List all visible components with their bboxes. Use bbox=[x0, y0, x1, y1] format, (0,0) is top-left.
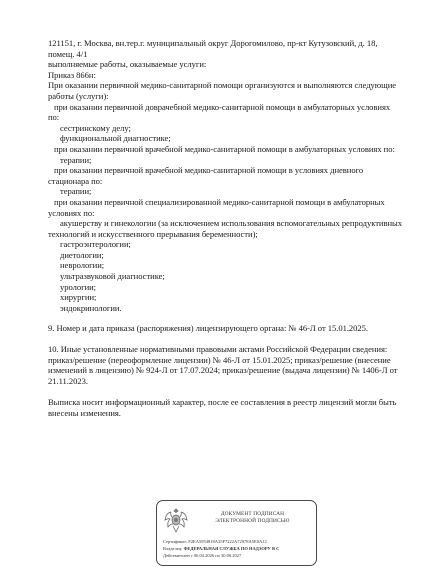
service-item: функциональной диагностике; bbox=[60, 133, 171, 144]
certificate-line bbox=[163, 539, 267, 545]
certificate-label: Сертификат: bbox=[163, 539, 188, 544]
service-item: неврологии; bbox=[60, 260, 105, 271]
service-item: диетологии; bbox=[60, 249, 104, 260]
service-category: при оказании первичной специализированной медико-санитарной помощи в амбулаторных bbox=[54, 196, 385, 207]
service-item: хирургии; bbox=[60, 292, 97, 303]
service-category: при оказании первичной врачебной медико-санитарной помощи в условиях дневного bbox=[54, 165, 364, 176]
service-item: терапии; bbox=[60, 186, 92, 197]
section-10-heading: 10. Иные установленные нормативными правовыми актами Российской Федерации сведения: bbox=[48, 344, 388, 355]
owner-line bbox=[163, 546, 279, 552]
service-item: эндокринологии. bbox=[60, 302, 122, 313]
document-body bbox=[48, 38, 402, 419]
service-item: терапии; bbox=[60, 154, 92, 165]
order-reference: Приказ 866н: bbox=[48, 69, 96, 80]
service-category: условиях по: bbox=[48, 207, 95, 218]
russian-coat-of-arms-icon bbox=[163, 506, 189, 536]
owner-value: ФЕДЕРАЛЬНАЯ СЛУЖБА ПО НАДЗОРУ В С bbox=[183, 546, 280, 551]
service-item: ультразвуковой диагностике; bbox=[60, 271, 165, 282]
address-line: 121151, г. Москва, вн.тер.г. муниципальный округ Дорогомилово, пр-кт Кутузовский, д. 18, bbox=[48, 38, 378, 48]
service-category: по: bbox=[48, 112, 60, 123]
address-line: помещ. 4/1 bbox=[48, 48, 88, 59]
paragraph-line: работы (услуги): bbox=[48, 90, 109, 101]
service-category: при оказании первичной доврачебной медико-санитарной помощи в амбулаторных условиях bbox=[54, 101, 391, 112]
service-item: урологии; bbox=[60, 281, 97, 292]
service-item: сестринскому делу; bbox=[60, 122, 131, 133]
service-item: акушерству и гинекологии (за исключением использования вспомогательных репродуктивных bbox=[60, 218, 402, 229]
stamp-title-line: ЭЛЕКТРОННОЙ ПОДПИСЬЮ bbox=[215, 517, 290, 524]
validity-line: Действителен с 06.04.2026 по 30.06.2027 bbox=[163, 553, 242, 558]
works-heading: выполняемые работы, оказываемые услуги: bbox=[48, 59, 207, 70]
stamp-title bbox=[193, 511, 312, 524]
stamp-title-line: ДОКУМЕНТ ПОДПИСАН bbox=[220, 511, 285, 517]
owner-label: Владелец: bbox=[163, 546, 183, 551]
section-10-line: приказ/решение (переоформление лицензии) № 46-Л от 15.01.2025; приказ/решение (внесение bbox=[48, 354, 391, 365]
disclaimer-line: Выписка носит информационный характер, после ее составления в реестр лицензий могли быть bbox=[48, 397, 397, 408]
certificate-value: F2EA5954818A35F7222A72978A5E0A12 bbox=[188, 539, 267, 544]
paragraph-line: При оказании первичной медико-санитарной помощи организуются и выполняются следующие bbox=[48, 80, 397, 91]
section-9: 9. Номер и дата приказа (распоряжения) лицензирующего органа: № 46-Л от 15.01.2025. bbox=[48, 323, 369, 334]
section-10-line: 21.11.2023. bbox=[48, 375, 88, 386]
section-10-line: изменений в лицензию) № 924-Л от 17.07.2024; приказ/решение (выдача лицензии) № 1406-Л от bbox=[48, 365, 398, 376]
service-item: технологий и искусственного прерывания беременности); bbox=[48, 228, 258, 239]
electronic-signature-stamp bbox=[156, 500, 317, 566]
service-item: гастроэнтерологии; bbox=[60, 239, 131, 250]
service-category: при оказании первичной врачебной медико-санитарной помощи в амбулаторных условиях по: bbox=[54, 143, 395, 154]
service-category: стационара по: bbox=[48, 175, 103, 186]
disclaimer-line: внесены изменения. bbox=[48, 408, 121, 418]
